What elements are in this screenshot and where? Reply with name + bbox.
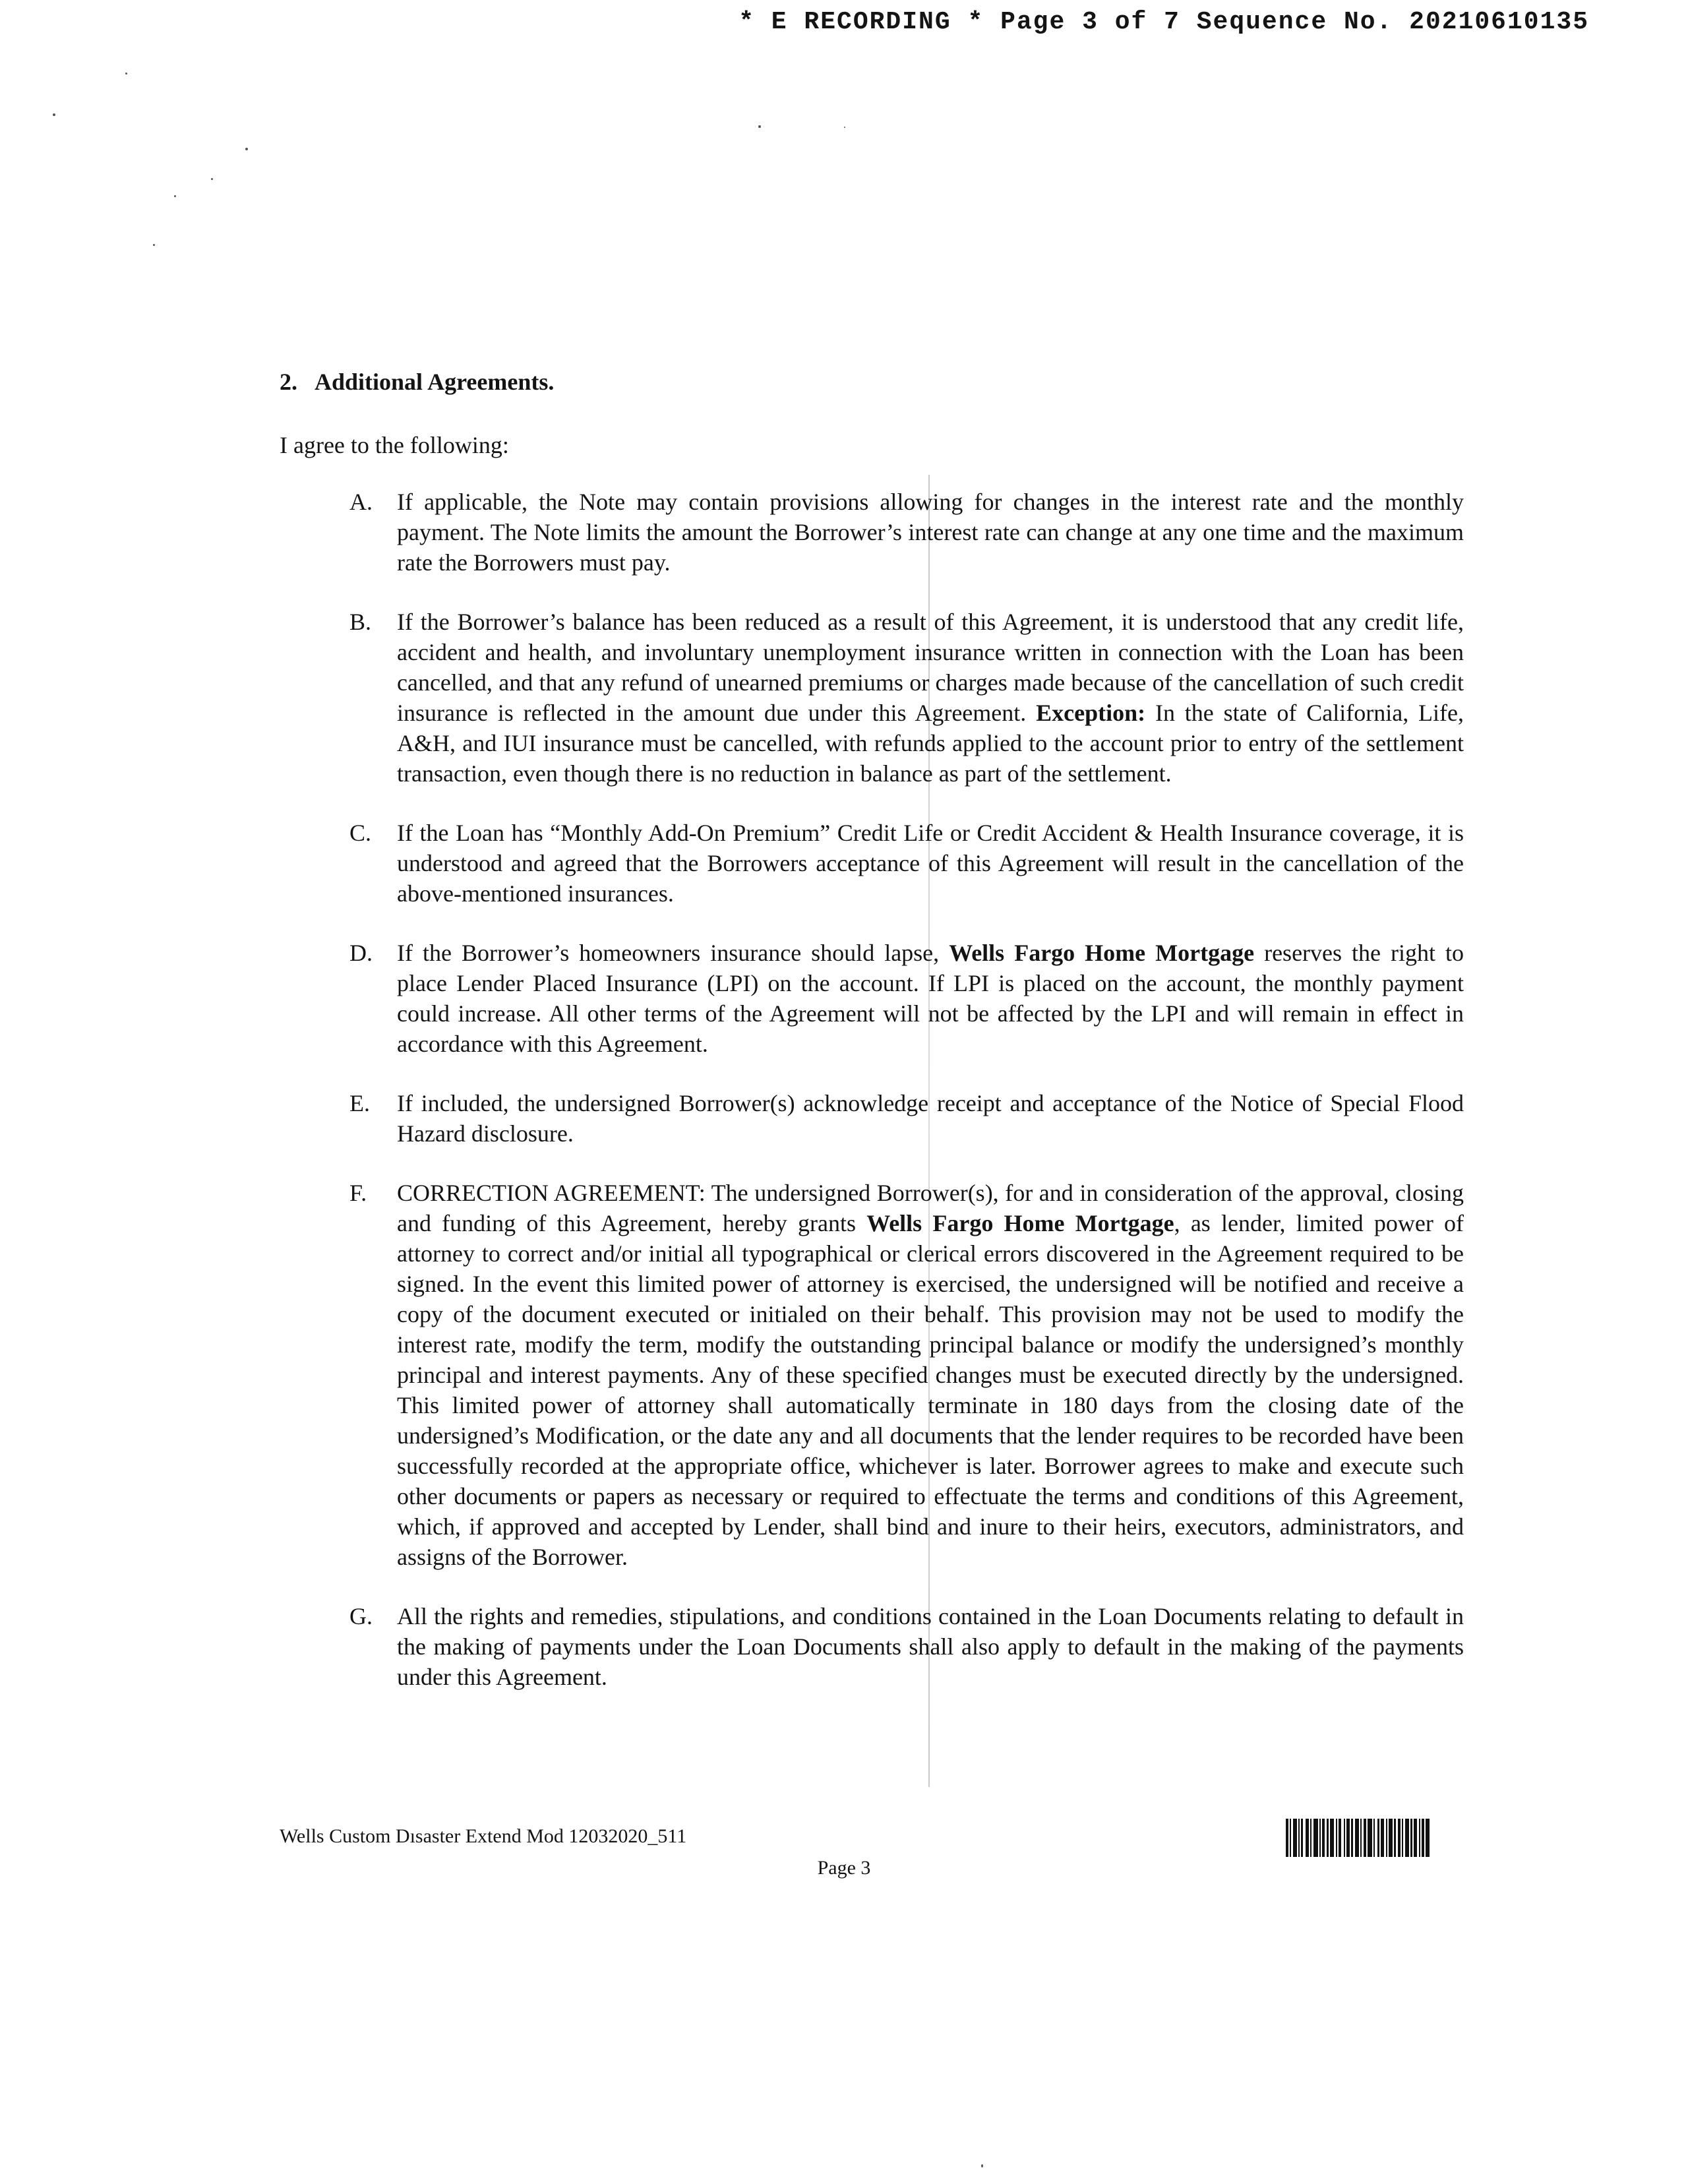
item-text-after: , as lender, limited power of attorney to correct and/or initial all typographical or clerical errors discovered in the Agreement required to be signed. In the event this limited power of attorney is exercised, the undersigned will be notified and receive a copy of the document executed or initialed on their behalf. This provision may not be used to modify the interest rate, modify the term, modify the outstanding principal balance or modify the undersigned’s monthly principal and interest payments. Any of these specified changes must be executed directly by the undersigned. This limited power of attorney shall automatically terminate in 180 days from the closing date of the undersigned’s Modification, or the date any and all documents that the lender requires to be recorded have been successfully recorded at the appropriate office, whichever is later. Borrower agrees to make and execute such other documents or papers as necessary or required to effectuate the terms and conditions of this Agreement, which, if approved and accepted by Lender, shall bind and inure to their heirs, executors, administrators, and assigns of the Borrower. [397, 1210, 1464, 1570]
item-letter: C. [349, 820, 372, 846]
scan-speck [125, 73, 127, 75]
agreement-item-b [349, 607, 1464, 789]
scan-speck [153, 244, 155, 246]
agreement-item-g [349, 1601, 1464, 1692]
section-number: 2. [280, 369, 297, 395]
barcode-image [1286, 1819, 1462, 1857]
agreement-item-f [349, 1178, 1464, 1572]
item-text-after: reserves the right to place Lender Placed Insurance (LPI) on the account. If LPI is placed on the account, the monthly payment could increase. All other terms of the Agreement will not be affected by the LPI and will remain in effect in accordance with this Agreement. [397, 940, 1464, 1057]
item-letter: F. [349, 1180, 367, 1206]
item-text: All the rights and remedies, stipulations, and conditions contained in the Loan Documents relating to default in the making of payments under the Loan Documents shall also apply to default in the making of the payments under this Agreement. [397, 1603, 1464, 1690]
agreement-item-e [349, 1088, 1464, 1149]
item-text: If the Borrower’s balance has been reduced as a result of this Agreement, it is understood that any credit life, accident and health, and involuntary unemployment insurance written in connection with the Loan has been cancelled, and that any refund of unearned premiums or charges made because of the cancellation of such credit insurance is reflected in the amount due under this Agreement. [397, 609, 1464, 726]
item-text: If included, the undersigned Borrower(s) acknowledge receipt and acceptance of the Notice of Special Flood Hazard disclosure. [397, 1090, 1464, 1147]
item-letter: G. [349, 1603, 373, 1629]
section-heading [280, 368, 554, 396]
item-letter: E. [349, 1090, 370, 1116]
item-text: If applicable, the Note may contain provisions allowing for changes in the interest rate and the monthly payment. The Note limits the amount the Borrower’s interest rate can change at any one time and the maximum rate the Borrowers must pay. [397, 489, 1464, 576]
item-text: If the Loan has “Monthly Add-On Premium” Credit Life or Credit Accident & Health Insurance coverage, it is understood and agreed that the Borrowers acceptance of this Agreement will result in the cancellation of the above-mentioned insurances. [397, 820, 1464, 907]
item-letter: B. [349, 609, 372, 635]
agreement-item-d [349, 938, 1464, 1059]
section-title: Additional Agreements. [315, 369, 555, 395]
exception-label: Exception: [1036, 700, 1146, 726]
scan-speck [758, 125, 761, 128]
scan-speck [844, 127, 845, 128]
page-number: Page 3 [817, 1857, 871, 1879]
item-letter: A. [349, 489, 373, 515]
agreement-item-a [349, 487, 1464, 578]
item-letter: D. [349, 940, 373, 966]
scan-speck [981, 2164, 983, 2168]
agreement-item-c [349, 818, 1464, 909]
intro-text: I agree to the following: [280, 432, 509, 458]
lender-name: Wells Fargo Home Mortgage [949, 940, 1255, 966]
form-identifier: Wells Custom Dısaster Extend Mod 12032020_511 [280, 1825, 687, 1847]
agreement-list [349, 487, 1464, 1721]
scan-speck [211, 178, 213, 180]
recording-header: * E RECORDING * Page 3 of 7 Sequence No. 20210610135 [738, 8, 1589, 36]
item-text-before: If the Borrower’s homeowners insurance should lapse, [397, 940, 940, 966]
exception-text: In the state of California, Life, A&H, and IUI insurance must be cancelled, with refunds applied to the account prior to entry of the settlement transaction, even though there is no reduction in balance as part of the settlement. [397, 700, 1464, 787]
scan-speck [53, 113, 55, 116]
scan-speck [245, 148, 248, 150]
item-text-before: CORRECTION AGREEMENT: The undersigned Borrower(s), for and in consideration of the approval, closing and funding of this Agreement, hereby grants [397, 1180, 1464, 1236]
lender-name: Wells Fargo Home Mortgage [866, 1210, 1174, 1236]
scan-speck [174, 195, 176, 197]
